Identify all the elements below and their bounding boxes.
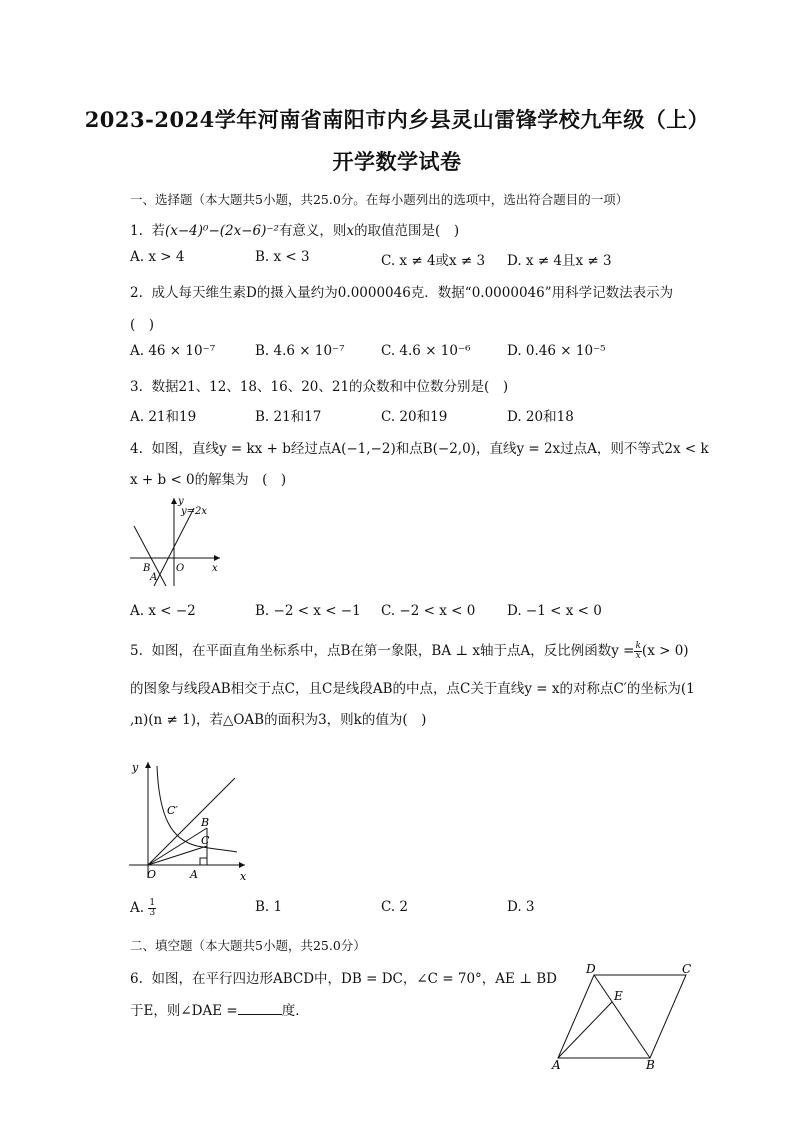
question-1: 1. 若(x−4)⁰−(2x−6)⁻²有意义，则x的取值范围是( ): [130, 223, 460, 239]
q2-option-b[interactable]: B. 4.6 × 10⁻⁷: [255, 343, 345, 359]
q5-option-c[interactable]: C. 2: [381, 899, 409, 915]
q2-option-c[interactable]: C. 4.6 × 10⁻⁶: [381, 343, 471, 359]
q6-answer-blank[interactable]: [238, 1002, 282, 1015]
q5-y-arrow: [145, 762, 151, 768]
q5-label-y: y: [132, 761, 139, 774]
q6-label-e: E: [614, 989, 623, 1003]
question-2-cont: ( ): [130, 317, 155, 333]
q6-diagonal-bd: [594, 975, 650, 1058]
q4-y-arrow: [171, 498, 177, 504]
question-3: 3. 数据21、12、18、16、20、21的众数和中位数分别是( ): [130, 379, 509, 395]
q1-option-b[interactable]: B. x < 3: [255, 249, 310, 265]
q6-parallelogram-figure: [548, 962, 698, 1072]
q5-fraction-one-third: $\frac{1}{3}$: [149, 898, 156, 918]
q5-fraction-k-over-x: $\frac{k}{x}$: [635, 641, 641, 661]
q1-option-a[interactable]: A. x > 4: [130, 249, 185, 265]
question-5: 5. 如图，在平面直角坐标系中，点B在第一象限，BA ⊥ x轴于点A，反比例函数y = $\frac{k}{x}$ (x > 0): [130, 641, 689, 661]
exam-title-line2: 开学数学试卷: [332, 149, 462, 174]
question-5-cont1: 的图象与线段AB相交于点C，且C是线段AB的中点，点C关于直线y = x的对称点C′的坐标为(1: [130, 681, 695, 697]
question-5-cont2: ,n)(n ≠ 1)，若△OAB的面积为3，则k的值为( ): [130, 712, 427, 728]
q4-option-b[interactable]: B. −2 < x < −1: [255, 603, 361, 619]
q5-right-angle-mark: [200, 858, 207, 865]
q6-segment-ae: [558, 1002, 612, 1058]
q3-option-b[interactable]: B. 21和17: [255, 409, 322, 425]
q5-option-b[interactable]: B. 1: [255, 899, 283, 915]
q4-x-arrow: [214, 555, 220, 561]
q3-option-d[interactable]: D. 20和18: [507, 409, 574, 425]
q2-option-d[interactable]: D. 0.46 × 10⁻⁵: [507, 343, 606, 359]
q4-option-d[interactable]: D. −1 < x < 0: [507, 603, 602, 619]
q4-label-line: y=2x: [181, 506, 208, 517]
q6-label-a: A: [552, 1058, 561, 1072]
q4-graph: [128, 494, 223, 589]
q4-label-b: B: [143, 563, 151, 574]
q5-label-c: C: [201, 834, 210, 847]
q4-label-y: y: [178, 496, 184, 507]
section-choice-heading: 一、选择题（本大题共5小题，共25.0分。在每小题列出的选项中，选出符合题目的一项）: [130, 192, 629, 207]
q3-option-c[interactable]: C. 20和19: [381, 409, 448, 425]
q5-graph: [127, 758, 252, 883]
q3-option-a[interactable]: A. 21和19: [130, 409, 197, 425]
q5-label-x: x: [240, 870, 247, 883]
q5-option-d[interactable]: D. 3: [507, 899, 535, 915]
exam-title-line1: 2023-2024学年河南省南阳市内乡县灵山雷锋学校九年级（上）: [84, 107, 710, 132]
q6-label-b: B: [646, 1058, 655, 1072]
question-6-cont: 于E，则∠DAE = 度．: [130, 1003, 309, 1019]
q6-label-c: C: [682, 962, 692, 976]
q2-option-a[interactable]: A. 46 × 10⁻⁷: [130, 343, 216, 359]
question-6: 6. 如图，在平行四边形ABCD中，DB = DC，∠C = 70°，AE ⊥ BD: [130, 971, 557, 987]
q5-option-a[interactable]: A. $\frac{1}{3}$: [130, 898, 156, 918]
q5-label-b: B: [201, 816, 210, 829]
question-2: 2. 成人每天维生素D的摄入量约为0.0000046克．数据“0.0000046”用科学记数法表示为: [130, 285, 674, 301]
q4-option-c[interactable]: C. −2 < x < 0: [381, 603, 476, 619]
question-4-cont: x + b < 0的解集为 ( ): [130, 472, 287, 488]
q5-label-c-prime: C′: [167, 804, 178, 817]
q1-option-c[interactable]: C. x ≠ 4或x ≠ 3: [381, 253, 486, 269]
q5-line-y-equals-x: [148, 778, 235, 865]
q1-expression: (x−4)⁰−(2x−6)⁻²: [164, 223, 279, 239]
q5-x-arrow: [239, 862, 245, 868]
section-fill-heading: 二、填空题（本大题共5小题，共25.0分）: [130, 938, 366, 953]
q4-label-a: A: [150, 572, 158, 583]
q4-label-o: O: [176, 563, 185, 574]
q6-label-d: D: [586, 962, 596, 976]
q4-label-x: x: [212, 563, 218, 574]
q4-option-a[interactable]: A. x < −2: [130, 603, 196, 619]
q1-option-d[interactable]: D. x ≠ 4且x ≠ 3: [507, 253, 612, 269]
q5-label-o: O: [147, 868, 157, 881]
question-4: 4. 如图，直线y = kx + b经过点A(−1,−2)和点B(−2,0)，直线y = 2x过点A，则不等式2x < k: [130, 441, 709, 457]
q5-label-a: A: [190, 868, 198, 881]
